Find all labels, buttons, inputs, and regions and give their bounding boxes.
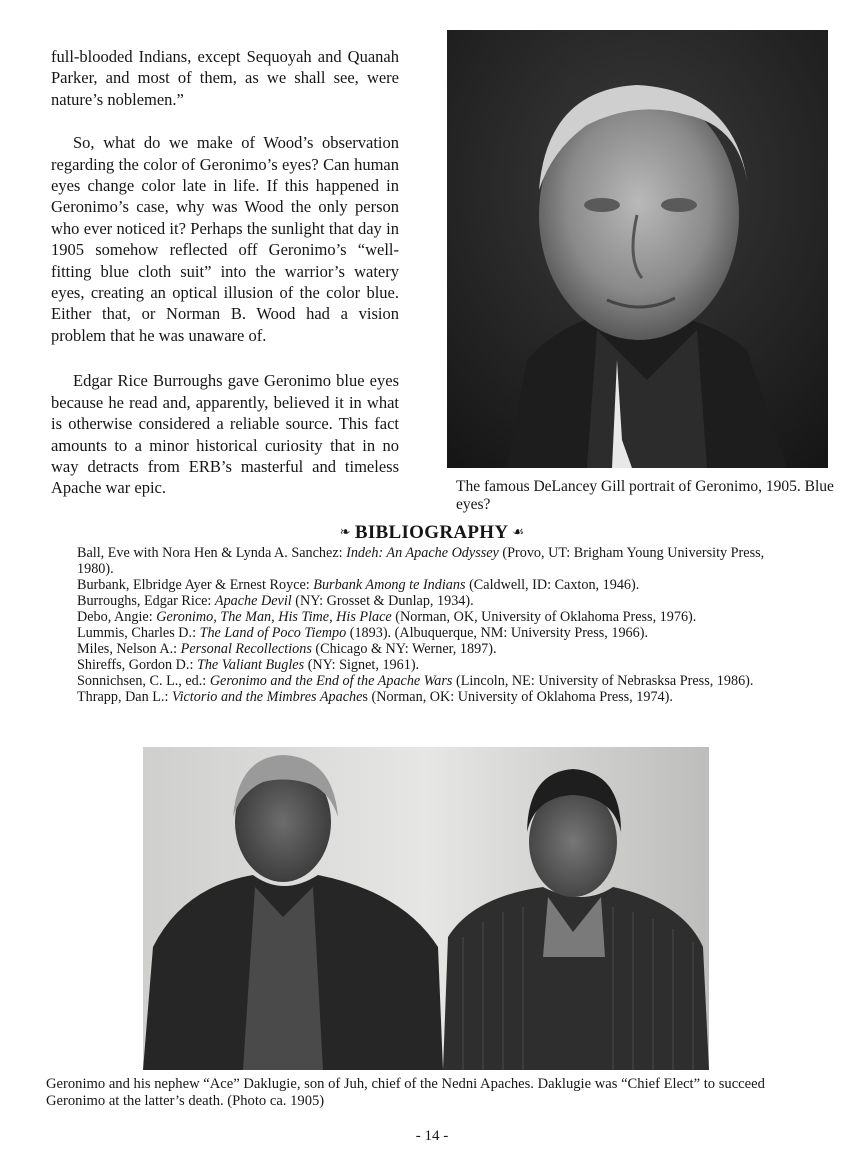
entry-publication: s (Norman, OK: University of Oklahoma Press, 1974). <box>362 689 673 705</box>
bibliography-entry <box>77 689 777 705</box>
entry-author: Thrapp, Dan L.: <box>77 689 172 705</box>
entry-author: Miles, Nelson A.: <box>77 641 181 657</box>
bibliography-entry <box>77 593 777 609</box>
bibliography-entry <box>77 657 777 673</box>
entry-title: Victorio and the Mimbres Apache <box>171 689 363 705</box>
geronimo-and-nephew-photo <box>143 747 709 1070</box>
entry-title: Geronimo and the End of the Apache Wars <box>209 673 453 689</box>
entry-publication: (NY: Signet, 1961). <box>304 657 420 673</box>
entry-author: Burbank, Elbridge Ayer & Ernest Royce: <box>77 577 314 593</box>
entry-title: Burbank Among te Indians <box>313 577 466 593</box>
entry-author: Sonnichsen, C. L., ed.: <box>77 673 210 689</box>
entry-publication: (NY: Grosset & Dunlap, 1934). <box>291 593 474 609</box>
entry-title: The Valiant Bugles <box>196 657 305 673</box>
paragraph-1: full-blooded Indians, except Sequoyah and Quanah Parker, and most of them, as we shall see, were nature’s noblemen.” <box>51 47 399 109</box>
bibliography-entry <box>77 641 777 657</box>
ornament-right-icon: ☙ <box>512 524 525 539</box>
entry-publication: (Norman, OK, University of Oklahoma Press, 1976). <box>391 609 697 625</box>
entry-title: Apache Devil <box>214 593 292 609</box>
entry-title: Geronimo, The Man, His Time, His Place <box>156 609 392 625</box>
entry-title: Indeh: An Apache Odyssey <box>346 545 499 561</box>
paragraph-3: Edgar Rice Burroughs gave Geronimo blue eyes because he read and, apparently, believed it in what is otherwise considered a reliable source. This fact amounts to a minor historical curiosity that in no way detracts from ERB’s masterful and timeless Apache war epic. <box>51 371 399 498</box>
left-text-column <box>51 46 399 523</box>
bibliography-entry <box>77 609 777 625</box>
bibliography-entry <box>77 625 777 641</box>
paragraph-2: So, what do we make of Wood’s observation regarding the color of Geronimo’s eyes? Can human eyes change color late in life. If this happened in Geronimo’s case, why was Wood the only person who ever noticed it? Perhaps the sunlight that day in 1905 somehow reflected off Geronimo’s “well-fitting blue cloth suit” into the warrior’s watery eyes, creating an optical illusion of the color blue. Either that, or Norman B. Wood had a vision problem that he was unaware of. <box>51 133 399 345</box>
bottom-photo-caption: Geronimo and his nephew “Ace” Daklugie, son of Juh, chief of the Nedni Apaches. Daklugie was “Chief Elect” to succeed Geronimo at the latter’s death. (Photo ca. 1905) <box>46 1076 765 1109</box>
entry-author: Debo, Angie: <box>77 609 157 625</box>
entry-author: Shireffs, Gordon D.: <box>77 657 197 673</box>
page-number: - 14 - <box>415 1128 449 1144</box>
ornament-left-icon: ❧ <box>339 524 351 539</box>
entry-title: The Land of Poco Tiempo <box>199 625 347 641</box>
bibliography-heading <box>0 522 864 544</box>
entry-publication: (Provo, UT: Brigham Young University Press, 1980). <box>77 545 765 577</box>
top-photo-caption: The famous DeLancey Gill portrait of Geronimo, 1905. Blue eyes? <box>456 478 834 513</box>
entry-publication: (1893). (Albuquerque, NM: University Press, 1966). <box>346 625 649 641</box>
bibliography-entry <box>77 545 777 577</box>
entry-author: Ball, Eve with Nora Hen & Lynda A. Sanchez: <box>77 545 347 561</box>
entry-publication: (Lincoln, NE: University of Nebrasksa Press, 1986). <box>452 673 754 689</box>
bibliography-entry <box>77 577 777 593</box>
entry-publication: (Chicago & NY: Werner, 1897). <box>311 641 497 657</box>
entry-author: Lummis, Charles D.: <box>77 625 200 641</box>
geronimo-portrait-photo <box>447 30 828 468</box>
entry-publication: (Caldwell, ID: Caxton, 1946). <box>465 577 640 593</box>
bibliography-entry <box>77 673 777 689</box>
bibliography-title: BIBLIOGRAPHY <box>354 522 509 543</box>
bibliography-list <box>77 545 777 705</box>
entry-author: Burroughs, Edgar Rice: <box>77 593 215 609</box>
entry-title: Personal Recollections <box>180 641 312 657</box>
